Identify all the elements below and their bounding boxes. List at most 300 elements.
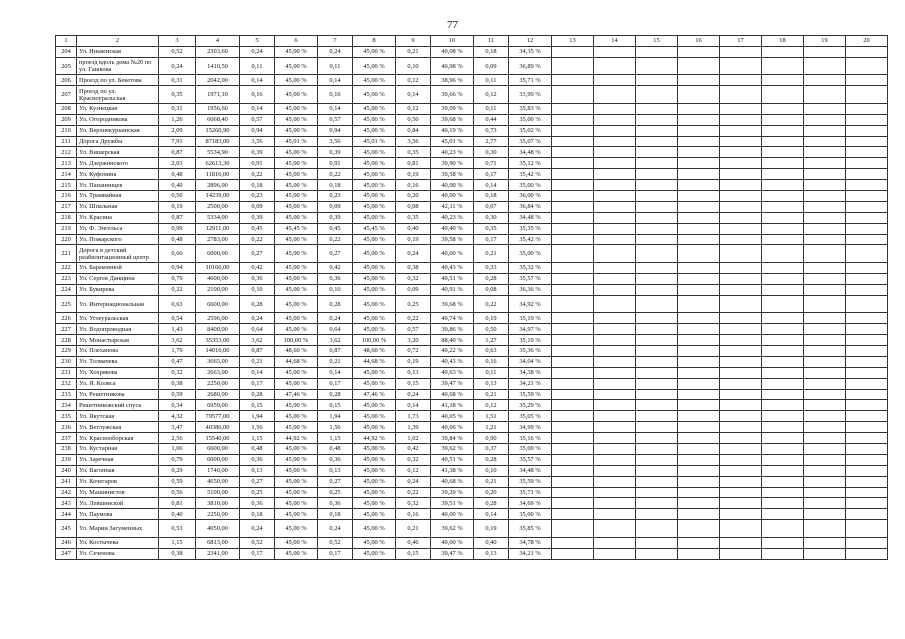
value-cell: 1971,10 xyxy=(196,86,240,104)
street-name: Ул. Огородникова xyxy=(77,114,159,125)
value-cell: 1740,00 xyxy=(196,465,240,476)
table-row xyxy=(56,313,888,324)
value-cell: 45,00 % xyxy=(275,498,318,509)
empty-cell xyxy=(678,46,720,57)
value-cell: 40,08 % xyxy=(431,46,474,57)
value-cell: 0,20 xyxy=(396,190,431,201)
street-name: Ул. Куфонина xyxy=(77,169,159,180)
value-cell: 0,42 xyxy=(318,263,353,274)
empty-cell xyxy=(804,46,846,57)
column-number-header: 7 xyxy=(318,36,353,47)
empty-cell xyxy=(804,443,846,454)
empty-cell xyxy=(762,147,804,158)
empty-cell xyxy=(594,324,636,335)
value-cell: 38,96 % xyxy=(431,75,474,86)
value-cell: 35,35 % xyxy=(509,223,552,234)
empty-cell xyxy=(678,443,720,454)
value-cell: 36,84 % xyxy=(509,201,552,212)
empty-cell xyxy=(846,75,888,86)
value-cell: 0,31 xyxy=(159,75,196,86)
value-cell: 45,00 % xyxy=(353,454,396,465)
value-cell: 0,40 xyxy=(159,509,196,520)
empty-cell xyxy=(678,169,720,180)
empty-cell xyxy=(762,487,804,498)
value-cell: 0,10 xyxy=(318,284,353,295)
value-cell: 0,27 xyxy=(240,245,275,263)
value-cell: 0,50 xyxy=(474,324,509,335)
value-cell: 87183,00 xyxy=(196,136,240,147)
value-cell: 0,22 xyxy=(318,169,353,180)
value-cell: 45,00 % xyxy=(275,201,318,212)
empty-cell xyxy=(846,389,888,400)
value-cell: 2896,00 xyxy=(196,180,240,191)
empty-cell xyxy=(594,520,636,538)
empty-cell xyxy=(594,537,636,548)
column-number-header: 9 xyxy=(396,36,431,47)
value-cell: 34,78 % xyxy=(509,537,552,548)
empty-cell xyxy=(762,433,804,444)
empty-cell xyxy=(762,509,804,520)
empty-cell xyxy=(552,324,594,335)
value-cell: 3,62 xyxy=(159,335,196,346)
value-cell: 6068,40 xyxy=(196,114,240,125)
value-cell: 45,00 % xyxy=(353,147,396,158)
empty-cell xyxy=(636,443,678,454)
empty-cell xyxy=(678,212,720,223)
street-name: Ул. Водопроводная xyxy=(77,324,159,335)
value-cell: 40,51 % xyxy=(431,273,474,284)
empty-cell xyxy=(804,367,846,378)
empty-cell xyxy=(762,537,804,548)
table-row xyxy=(56,284,888,295)
row-number: 204 xyxy=(56,46,77,57)
value-cell: 0,17 xyxy=(474,169,509,180)
value-cell: 35,19 % xyxy=(509,313,552,324)
value-cell: 45,00 % xyxy=(353,324,396,335)
value-cell: 35,00 % xyxy=(509,443,552,454)
value-cell: 0,17 xyxy=(240,548,275,559)
empty-cell xyxy=(678,356,720,367)
value-cell: 45,00 % xyxy=(353,169,396,180)
value-cell: 45,00 % xyxy=(353,443,396,454)
empty-cell xyxy=(636,548,678,559)
empty-cell xyxy=(636,180,678,191)
row-number: 219 xyxy=(56,223,77,234)
empty-cell xyxy=(804,263,846,274)
value-cell: 35,85 % xyxy=(509,520,552,538)
value-cell: 45,00 % xyxy=(353,400,396,411)
empty-cell xyxy=(678,180,720,191)
empty-cell xyxy=(720,158,762,169)
value-cell: 1,56 xyxy=(318,422,353,433)
value-cell: 0,15 xyxy=(396,378,431,389)
empty-cell xyxy=(552,169,594,180)
empty-cell xyxy=(762,103,804,114)
value-cell: 1,15 xyxy=(240,433,275,444)
value-cell: 41,18 % xyxy=(431,400,474,411)
value-cell: 5534,90 xyxy=(196,147,240,158)
empty-cell xyxy=(552,422,594,433)
empty-cell xyxy=(678,400,720,411)
value-cell: 45,00 % xyxy=(353,180,396,191)
value-cell: 2680,00 xyxy=(196,389,240,400)
value-cell: 47,46 % xyxy=(353,389,396,400)
value-cell: 45,00 % xyxy=(353,520,396,538)
value-cell: 45,01 % xyxy=(353,136,396,147)
empty-cell xyxy=(636,169,678,180)
value-cell: 35,19 % xyxy=(509,335,552,346)
empty-cell xyxy=(636,345,678,356)
value-cell: 45,00 % xyxy=(353,57,396,75)
value-cell: 42,11 % xyxy=(431,201,474,212)
row-number: 243 xyxy=(56,498,77,509)
value-cell: 0,13 xyxy=(474,548,509,559)
value-cell: 0,11 xyxy=(474,367,509,378)
value-cell: 4650,00 xyxy=(196,476,240,487)
empty-cell xyxy=(552,345,594,356)
empty-cell xyxy=(636,537,678,548)
value-cell: 40,68 % xyxy=(431,476,474,487)
row-number: 229 xyxy=(56,345,77,356)
value-cell: 45,00 % xyxy=(275,263,318,274)
value-cell: 1,15 xyxy=(318,433,353,444)
empty-cell xyxy=(552,537,594,548)
empty-cell xyxy=(846,356,888,367)
empty-cell xyxy=(762,313,804,324)
empty-cell xyxy=(804,114,846,125)
value-cell: 0,52 xyxy=(240,537,275,548)
empty-cell xyxy=(762,422,804,433)
table-row xyxy=(56,433,888,444)
value-cell: 0,21 xyxy=(240,356,275,367)
empty-cell xyxy=(804,136,846,147)
value-cell: 40,22 % xyxy=(431,345,474,356)
value-cell: 0,81 xyxy=(159,498,196,509)
column-number-header: 16 xyxy=(678,36,720,47)
empty-cell xyxy=(762,324,804,335)
empty-cell xyxy=(846,411,888,422)
empty-cell xyxy=(846,273,888,284)
empty-cell xyxy=(678,454,720,465)
empty-cell xyxy=(594,389,636,400)
empty-cell xyxy=(762,201,804,212)
row-number: 244 xyxy=(56,509,77,520)
empty-cell xyxy=(804,411,846,422)
value-cell: 0,27 xyxy=(318,245,353,263)
empty-cell xyxy=(552,433,594,444)
street-name: Дорога Дружбы xyxy=(77,136,159,147)
value-cell: 0,45 xyxy=(318,223,353,234)
value-cell: 0,40 xyxy=(474,537,509,548)
street-name: Ул. Ветлужская xyxy=(77,422,159,433)
value-cell: 15540,00 xyxy=(196,433,240,444)
value-cell: 0,13 xyxy=(240,465,275,476)
empty-cell xyxy=(678,411,720,422)
value-cell: 1,94 xyxy=(240,411,275,422)
row-number: 241 xyxy=(56,476,77,487)
empty-cell xyxy=(720,509,762,520)
value-cell: 35,05 % xyxy=(509,411,552,422)
empty-cell xyxy=(762,263,804,274)
value-cell: 0,48 xyxy=(240,443,275,454)
empty-cell xyxy=(720,465,762,476)
value-cell: 45,00 % xyxy=(275,367,318,378)
empty-cell xyxy=(720,114,762,125)
empty-cell xyxy=(720,433,762,444)
value-cell: 0,28 xyxy=(474,273,509,284)
value-cell: 0,17 xyxy=(318,548,353,559)
empty-cell xyxy=(552,273,594,284)
empty-cell xyxy=(552,223,594,234)
street-name: Ул. Шпальная xyxy=(77,201,159,212)
empty-cell xyxy=(720,284,762,295)
value-cell: 0,79 xyxy=(159,454,196,465)
value-cell: 0,87 xyxy=(240,345,275,356)
empty-cell xyxy=(846,234,888,245)
empty-cell xyxy=(762,223,804,234)
value-cell: 6600,00 xyxy=(196,295,240,313)
value-cell: 0,18 xyxy=(318,180,353,191)
value-cell: 0,32 xyxy=(396,273,431,284)
empty-cell xyxy=(804,169,846,180)
column-number-header: 15 xyxy=(636,36,678,47)
empty-cell xyxy=(552,389,594,400)
empty-cell xyxy=(720,389,762,400)
empty-cell xyxy=(720,147,762,158)
table-row xyxy=(56,476,888,487)
empty-cell xyxy=(720,356,762,367)
empty-cell xyxy=(720,548,762,559)
value-cell: 0,28 xyxy=(240,389,275,400)
empty-cell xyxy=(804,537,846,548)
empty-cell xyxy=(594,57,636,75)
value-cell: 0,38 xyxy=(159,378,196,389)
value-cell: 0,36 xyxy=(318,273,353,284)
empty-cell xyxy=(594,46,636,57)
value-cell: 0,17 xyxy=(240,378,275,389)
value-cell: 0,14 xyxy=(474,180,509,191)
empty-cell xyxy=(594,433,636,444)
empty-cell xyxy=(594,86,636,104)
empty-cell xyxy=(552,443,594,454)
table-row xyxy=(56,454,888,465)
empty-cell xyxy=(678,75,720,86)
street-name: Ул. Дзержинского xyxy=(77,158,159,169)
value-cell: 0,14 xyxy=(474,509,509,520)
column-number-header: 17 xyxy=(720,36,762,47)
value-cell: 45,00 % xyxy=(353,190,396,201)
empty-cell xyxy=(804,487,846,498)
value-cell: 39,62 % xyxy=(431,520,474,538)
empty-cell xyxy=(846,114,888,125)
value-cell: 40,91 % xyxy=(431,284,474,295)
value-cell: 0,73 xyxy=(474,125,509,136)
empty-cell xyxy=(636,433,678,444)
empty-cell xyxy=(804,498,846,509)
value-cell: 39,09 % xyxy=(431,103,474,114)
value-cell: 0,07 xyxy=(474,201,509,212)
value-cell: 33,99 % xyxy=(509,86,552,104)
value-cell: 0,08 xyxy=(474,284,509,295)
value-cell: 45,00 % xyxy=(353,234,396,245)
street-name: Ул. Левшинской xyxy=(77,498,159,509)
value-cell: 2042,00 xyxy=(196,75,240,86)
empty-cell xyxy=(720,422,762,433)
value-cell: 45,00 % xyxy=(353,125,396,136)
empty-cell xyxy=(804,324,846,335)
empty-cell xyxy=(804,125,846,136)
empty-cell xyxy=(804,345,846,356)
empty-cell xyxy=(762,367,804,378)
empty-cell xyxy=(804,284,846,295)
value-cell: 0,39 xyxy=(318,212,353,223)
empty-cell xyxy=(804,158,846,169)
street-name: Ул. Кустарная xyxy=(77,443,159,454)
value-cell: 35,00 % xyxy=(509,509,552,520)
value-cell: 0,23 xyxy=(318,190,353,201)
empty-cell xyxy=(636,201,678,212)
empty-cell xyxy=(762,400,804,411)
empty-cell xyxy=(594,400,636,411)
street-name: проезд вдоль дома №20 по ул. Гашкова xyxy=(77,57,159,75)
row-number: 246 xyxy=(56,537,77,548)
value-cell: 0,35 xyxy=(396,212,431,223)
value-cell: 2,77 xyxy=(474,136,509,147)
value-cell: 0,15 xyxy=(318,400,353,411)
empty-cell xyxy=(846,263,888,274)
row-number: 235 xyxy=(56,411,77,422)
value-cell: 0,08 xyxy=(396,201,431,212)
value-cell: 0,09 xyxy=(318,201,353,212)
value-cell: 45,00 % xyxy=(275,422,318,433)
value-cell: 6000,00 xyxy=(196,454,240,465)
empty-cell xyxy=(552,313,594,324)
value-cell: 2663,00 xyxy=(196,367,240,378)
empty-cell xyxy=(678,487,720,498)
value-cell: 0,16 xyxy=(318,86,353,104)
empty-cell xyxy=(762,114,804,125)
empty-cell xyxy=(678,245,720,263)
value-cell: 0,19 xyxy=(159,201,196,212)
empty-cell xyxy=(552,190,594,201)
street-name: Ул. Вишерская xyxy=(77,147,159,158)
empty-cell xyxy=(720,234,762,245)
empty-cell xyxy=(846,498,888,509)
empty-cell xyxy=(804,190,846,201)
empty-cell xyxy=(678,86,720,104)
street-name: Проезд по ул. Красноуральская xyxy=(77,86,159,104)
table-row xyxy=(56,345,888,356)
value-cell: 0,24 xyxy=(318,520,353,538)
row-number: 205 xyxy=(56,57,77,75)
empty-cell xyxy=(720,454,762,465)
value-cell: 0,14 xyxy=(396,86,431,104)
empty-cell xyxy=(804,313,846,324)
table-row xyxy=(56,378,888,389)
value-cell: 0,25 xyxy=(318,487,353,498)
empty-cell xyxy=(762,234,804,245)
value-cell: 1,39 xyxy=(396,422,431,433)
empty-cell xyxy=(720,46,762,57)
empty-cell xyxy=(762,284,804,295)
empty-cell xyxy=(678,378,720,389)
empty-cell xyxy=(552,57,594,75)
value-cell: 0,13 xyxy=(474,378,509,389)
empty-cell xyxy=(594,548,636,559)
street-name: Ул. Марии Загуменных xyxy=(77,520,159,538)
value-cell: 35,00 % xyxy=(509,180,552,191)
value-cell: 0,32 xyxy=(396,498,431,509)
value-cell: 45,00 % xyxy=(275,234,318,245)
column-number-header: 14 xyxy=(594,36,636,47)
row-number: 226 xyxy=(56,313,77,324)
empty-cell xyxy=(720,103,762,114)
value-cell: 4050,00 xyxy=(196,520,240,538)
empty-cell xyxy=(678,345,720,356)
value-cell: 0,27 xyxy=(318,476,353,487)
value-cell: 0,50 xyxy=(159,190,196,201)
value-cell: 0,15 xyxy=(240,400,275,411)
value-cell: 0,91 xyxy=(240,158,275,169)
empty-cell xyxy=(804,201,846,212)
street-name: Ул. Папанинцев xyxy=(77,180,159,191)
value-cell: 0,17 xyxy=(474,234,509,245)
value-cell: 45,00 % xyxy=(353,158,396,169)
empty-cell xyxy=(636,284,678,295)
value-cell: 45,00 % xyxy=(353,263,396,274)
value-cell: 0,48 xyxy=(318,443,353,454)
value-cell: 45,00 % xyxy=(353,75,396,86)
value-cell: 2596,00 xyxy=(196,313,240,324)
empty-cell xyxy=(636,86,678,104)
empty-cell xyxy=(678,465,720,476)
value-cell: 45,00 % xyxy=(353,46,396,57)
value-cell: 39,86 % xyxy=(431,324,474,335)
value-cell: 45,00 % xyxy=(353,313,396,324)
table-row xyxy=(56,86,888,104)
value-cell: 45,00 % xyxy=(275,509,318,520)
value-cell: 0,22 xyxy=(396,313,431,324)
empty-cell xyxy=(636,487,678,498)
empty-cell xyxy=(678,520,720,538)
empty-cell xyxy=(846,201,888,212)
empty-cell xyxy=(552,487,594,498)
empty-cell xyxy=(552,520,594,538)
value-cell: 0,37 xyxy=(474,443,509,454)
page-number: 77 xyxy=(447,19,458,31)
column-number-header: 1 xyxy=(56,36,77,47)
table-row xyxy=(56,389,888,400)
value-cell: 45,00 % xyxy=(275,378,318,389)
empty-cell xyxy=(552,147,594,158)
value-cell: 0,36 xyxy=(318,454,353,465)
empty-cell xyxy=(594,169,636,180)
row-number: 218 xyxy=(56,212,77,223)
value-cell: 0,35 xyxy=(474,223,509,234)
value-cell: 34,35 % xyxy=(509,46,552,57)
value-cell: 45,00 % xyxy=(275,324,318,335)
empty-cell xyxy=(594,114,636,125)
value-cell: 0,21 xyxy=(396,520,431,538)
empty-cell xyxy=(594,263,636,274)
row-number: 231 xyxy=(56,367,77,378)
empty-cell xyxy=(678,263,720,274)
value-cell: 40,40 % xyxy=(431,223,474,234)
column-number-header: 8 xyxy=(353,36,396,47)
value-cell: 0,38 xyxy=(159,548,196,559)
value-cell: 45,45 % xyxy=(275,223,318,234)
empty-cell xyxy=(846,400,888,411)
